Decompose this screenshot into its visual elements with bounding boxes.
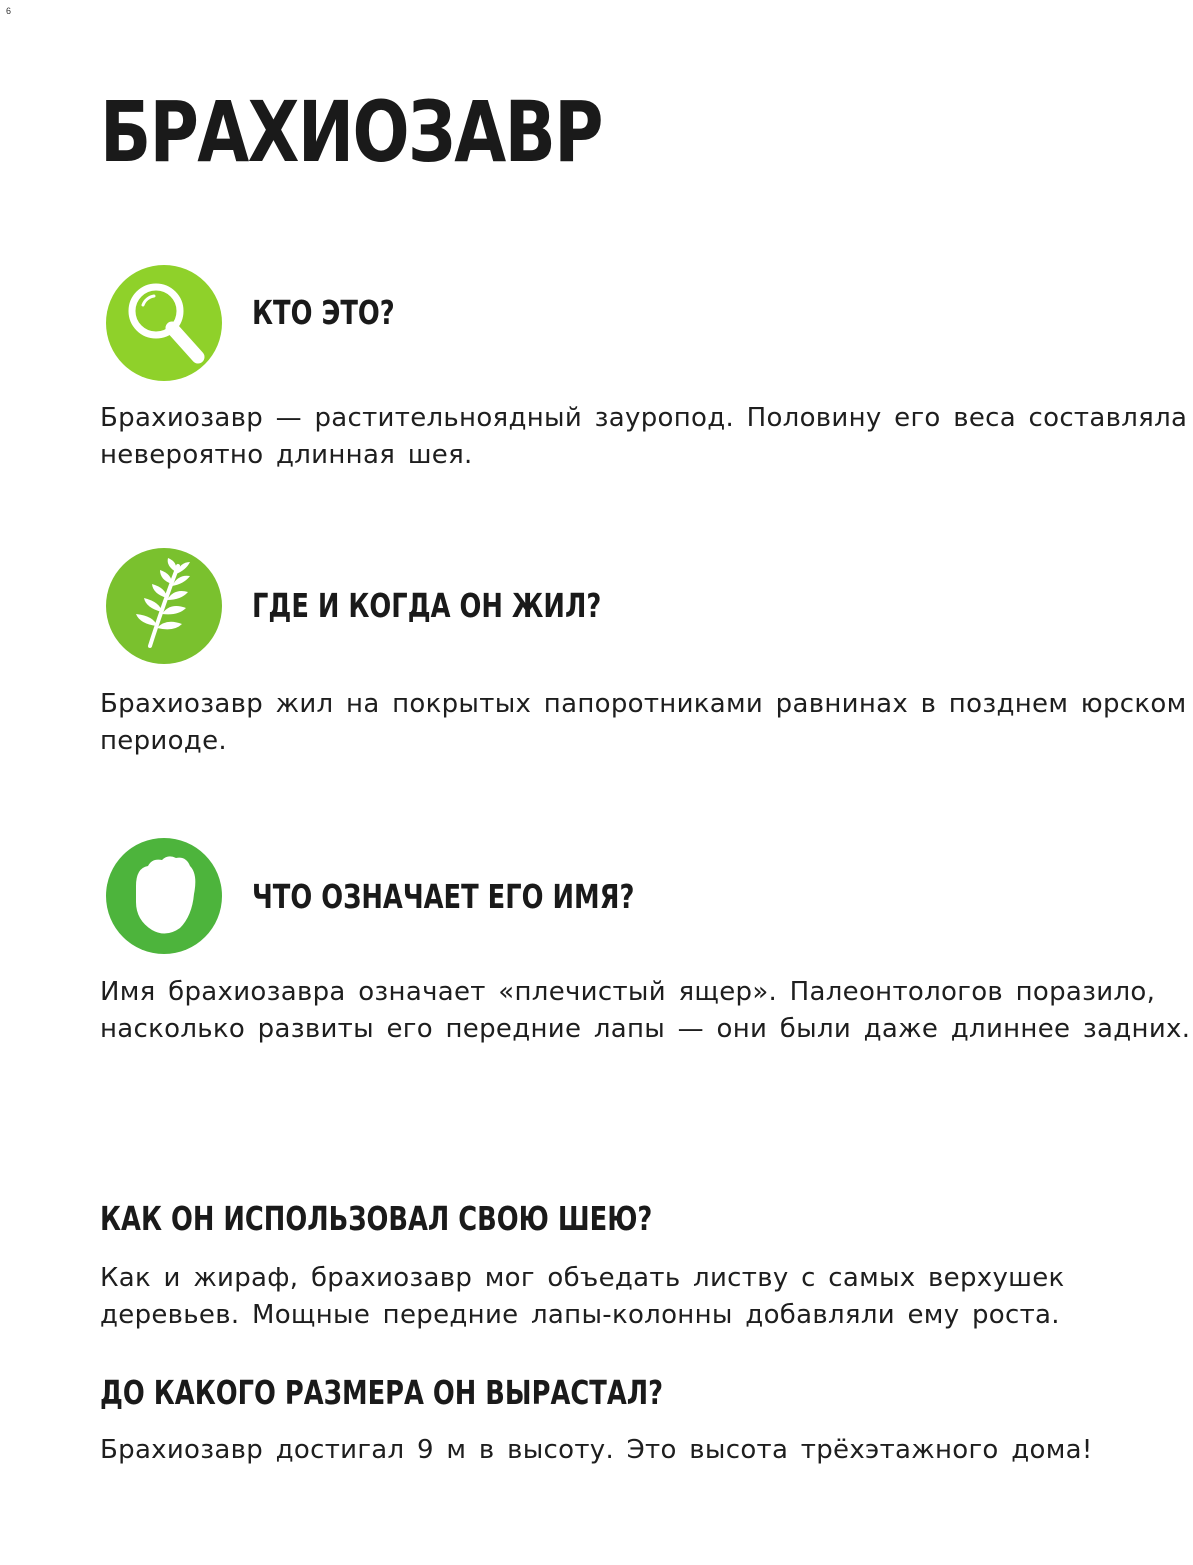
section-text-size	[100, 1432, 1093, 1469]
magnifier-icon	[106, 265, 222, 381]
leaf-branch-icon	[106, 548, 222, 664]
text-line: невероятно длинная шея.	[100, 440, 473, 470]
text-line: Брахиозавр — растительноядный зауропод. Половину его веса составляла	[100, 403, 1188, 433]
text-line: Брахиозавр жил на покрытых папоротниками равнинах в позднем юрском	[100, 689, 1187, 719]
text-line: насколько развиты его передние лапы — они были даже длиннее задних.	[100, 1014, 1191, 1044]
section-heading-neck: КАК ОН ИСПОЛЬЗОВАЛ СВОЮ ШЕЮ?	[100, 1199, 653, 1238]
footprint-icon	[106, 838, 222, 954]
section-text-neck	[100, 1260, 1065, 1334]
text-line: деревьев. Мощные передние лапы-колонны добавляли ему роста.	[100, 1300, 1060, 1330]
section-heading-who: КТО ЭТО?	[252, 293, 395, 332]
section-text-name	[100, 974, 1190, 1048]
page-number: 6	[6, 6, 12, 16]
section-heading-where: ГДЕ И КОГДА ОН ЖИЛ?	[252, 586, 602, 625]
section-heading-name: ЧТО ОЗНАЧАЕТ ЕГО ИМЯ?	[252, 877, 635, 916]
text-line: Имя брахиозавра означает «плечистый ящер». Палеонтологов поразило,	[100, 977, 1156, 1007]
section-text-where	[100, 686, 1187, 760]
page-title: БРАХИОЗАВР	[100, 83, 602, 181]
text-line: периоде.	[100, 726, 227, 756]
section-heading-size: ДО КАКОГО РАЗМЕРА ОН ВЫРАСТАЛ?	[100, 1373, 664, 1412]
text-line: Брахиозавр достигал 9 м в высоту. Это высота трёхэтажного дома!	[100, 1435, 1093, 1465]
text-line: Как и жираф, брахиозавр мог объедать листву с самых верхушек	[100, 1263, 1065, 1293]
section-text-who	[100, 400, 1187, 474]
